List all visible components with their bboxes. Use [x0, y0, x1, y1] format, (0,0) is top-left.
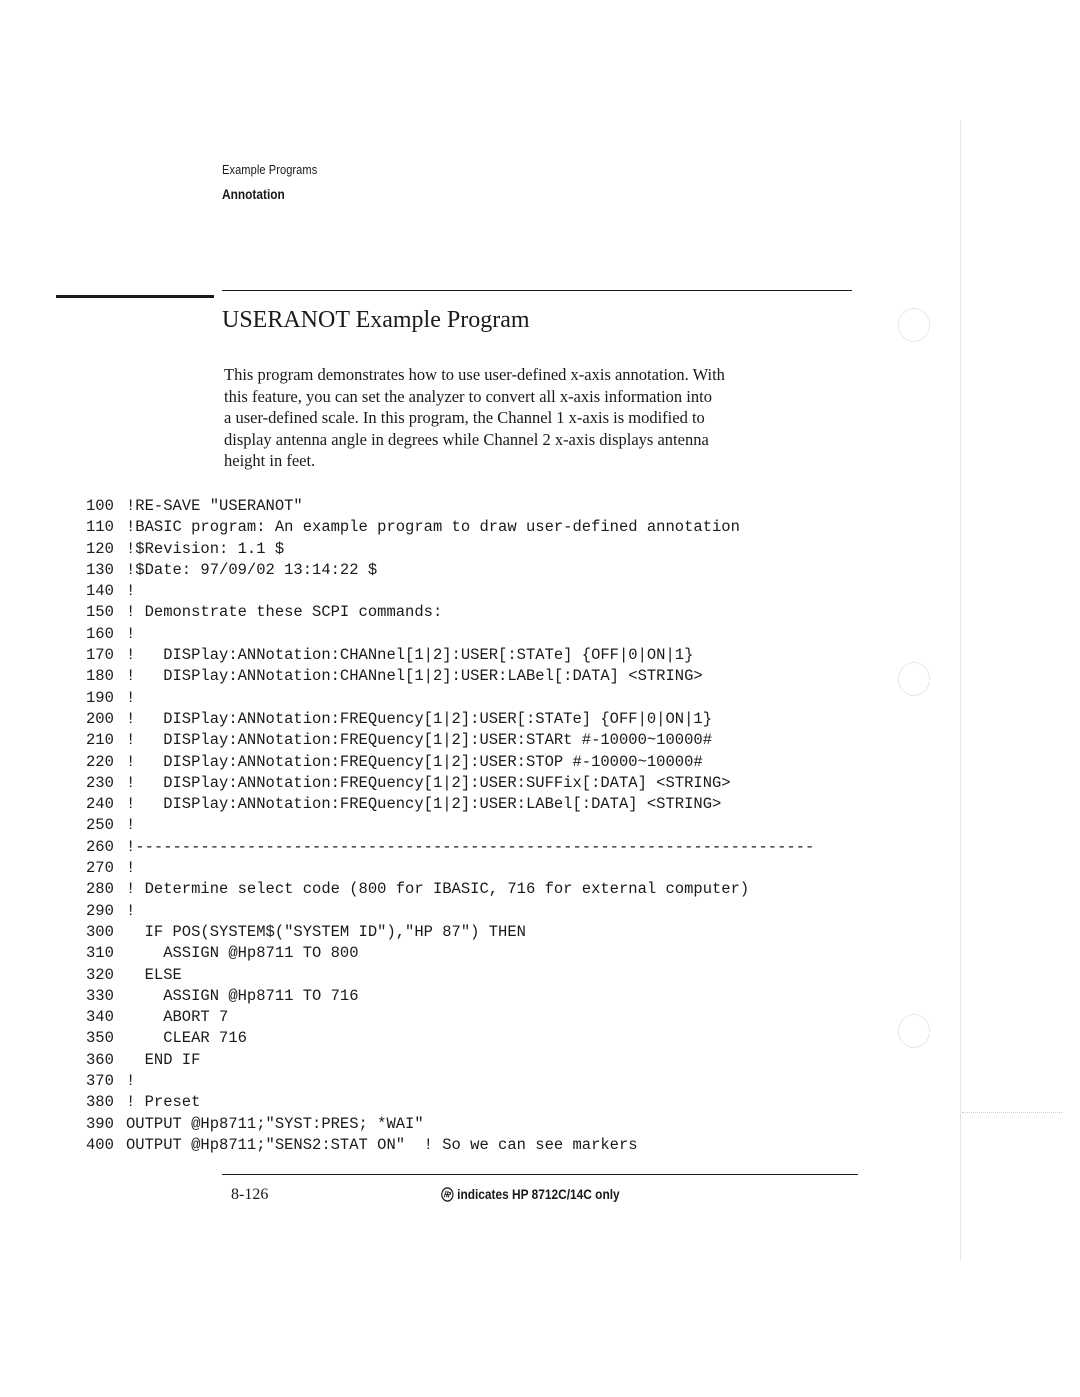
code-line: [86, 858, 814, 879]
line-number: 100: [86, 497, 114, 515]
code-text: !: [126, 688, 136, 707]
code-text: ! Determine select code (800 for IBASIC, 716 for external computer): [126, 880, 750, 899]
line-number: 130: [86, 560, 114, 579]
scan-margin-line: [960, 120, 961, 1260]
code-text: !: [126, 859, 136, 878]
code-line: [86, 986, 814, 1007]
line-number: 230: [86, 773, 114, 792]
code-text: ! DISPlay:ANNotation:FREQuency[1|2]:USER:STARt #-10000~10000#: [126, 731, 712, 750]
code-line: [86, 943, 814, 964]
binder-hole: [898, 1014, 930, 1048]
code-line: [86, 517, 814, 538]
code-text: !: [126, 582, 136, 601]
code-text: OUTPUT @Hp8711;"SYST:PRES; *WAI": [126, 1114, 424, 1133]
code-line: [86, 1007, 814, 1028]
code-text: ! DISPlay:ANNotation:FREQuency[1|2]:USER:LABel[:DATA] <STRING>: [126, 795, 722, 814]
code-listing: [86, 496, 814, 1156]
code-line: [86, 752, 814, 773]
code-line: [86, 837, 814, 858]
code-line: [86, 666, 814, 687]
line-number: 360: [86, 1050, 114, 1069]
code-line: [86, 901, 814, 922]
code-text: !RE-SAVE "USERANOT": [126, 497, 303, 515]
code-text: !BASIC program: An example program to draw user-defined annotation: [126, 518, 740, 537]
page-title: USERANOT Example Program: [222, 307, 530, 333]
code-text: IF POS(SYSTEM$("SYSTEM ID"),"HP 87") THEN: [126, 922, 526, 941]
code-text: ! DISPlay:ANNotation:FREQuency[1|2]:USER:STOP #-10000~10000#: [126, 752, 703, 771]
scan-artifact: [962, 1112, 1062, 1113]
code-line: [86, 1092, 814, 1113]
intro-line: This program demonstrates how to use user-defined x-axis annotation. With: [224, 365, 725, 384]
line-number: 280: [86, 880, 114, 899]
line-number: 390: [86, 1114, 114, 1133]
intro-line: height in feet.: [224, 451, 316, 470]
line-number: 110: [86, 518, 114, 537]
code-line: [86, 539, 814, 560]
line-number: 150: [86, 603, 114, 622]
intro-line: a user-defined scale. In this program, the Channel 1 x-axis is modified to: [224, 408, 705, 427]
code-line: [86, 581, 814, 602]
code-line: [86, 602, 814, 623]
line-number: 300: [86, 922, 114, 941]
code-text: !-------------------------------------------------------------------------: [126, 837, 815, 856]
code-line: [86, 496, 814, 517]
code-text: !$Revision: 1.1 $: [126, 539, 285, 558]
code-line: [86, 773, 814, 794]
code-text: ! DISPlay:ANNotation:CHANnel[1|2]:USER[:STATe] {OFF|0|ON|1}: [126, 646, 694, 665]
footer-note-text: indicates HP 8712C/14C only: [457, 1186, 620, 1202]
page-number: 8-126: [231, 1186, 269, 1203]
section-divider-thin: [222, 290, 852, 291]
code-text: ! DISPlay:ANNotation:FREQuency[1|2]:USER:SUFFix[:DATA] <STRING>: [126, 773, 731, 792]
line-number: 210: [86, 731, 114, 750]
line-number: 190: [86, 688, 114, 707]
code-line: [86, 1028, 814, 1049]
intro-line: this feature, you can set the analyzer to convert all x-axis information into: [224, 386, 712, 406]
code-line: [86, 645, 814, 666]
code-line: [86, 922, 814, 943]
binder-hole: [898, 308, 930, 342]
running-header-section: Example Programs: [222, 162, 318, 177]
code-text: !$Date: 97/09/02 13:14:22 $: [126, 560, 378, 579]
code-text: !: [126, 624, 136, 643]
line-number: 140: [86, 582, 114, 601]
code-text: ELSE: [126, 965, 182, 984]
code-text: !: [126, 816, 136, 835]
section-divider-thick: [56, 295, 214, 298]
line-number: 400: [86, 1135, 114, 1154]
line-number: 270: [86, 859, 114, 878]
code-text: END IF: [126, 1050, 201, 1069]
code-text: ASSIGN @Hp8711 TO 716: [126, 986, 359, 1005]
line-number: 260: [86, 837, 114, 856]
code-line: [86, 624, 814, 645]
line-number: 370: [86, 1072, 114, 1091]
code-line: [86, 1050, 814, 1071]
line-number: 160: [86, 624, 114, 643]
code-line: [86, 730, 814, 751]
running-header-subsection: Annotation: [222, 186, 285, 202]
line-number: 350: [86, 1029, 114, 1048]
code-line: [86, 1135, 814, 1156]
line-number: 330: [86, 986, 114, 1005]
line-number: 170: [86, 646, 114, 665]
line-number: 310: [86, 944, 114, 963]
code-text: ! Preset: [126, 1093, 201, 1112]
code-text: OUTPUT @Hp8711;"SENS2:STAT ON" ! So we can see markers: [126, 1135, 638, 1154]
code-text: ! DISPlay:ANNotation:FREQuency[1|2]:USER[:STATe] {OFF|0|ON|1}: [126, 709, 712, 728]
intro-paragraph: [224, 364, 854, 472]
code-line: [86, 709, 814, 730]
binder-hole: [898, 662, 930, 696]
code-line: [86, 879, 814, 900]
code-text: !: [126, 1072, 136, 1091]
code-line: [86, 794, 814, 815]
line-number: 320: [86, 965, 114, 984]
line-number: 180: [86, 667, 114, 686]
code-line: [86, 965, 814, 986]
code-line: [86, 560, 814, 581]
hp-logo-icon: [441, 1187, 454, 1205]
code-text: ABORT 7: [126, 1008, 229, 1027]
intro-line: display antenna angle in degrees while Channel 2 x-axis displays antenna: [224, 429, 709, 449]
line-number: 240: [86, 795, 114, 814]
line-number: 200: [86, 709, 114, 728]
code-text: ! DISPlay:ANNotation:CHANnel[1|2]:USER:LABel[:DATA] <STRING>: [126, 667, 703, 686]
line-number: 220: [86, 752, 114, 771]
line-number: 120: [86, 539, 114, 558]
footer-divider: [222, 1174, 858, 1175]
code-text: ! Demonstrate these SCPI commands:: [126, 603, 443, 622]
line-number: 380: [86, 1093, 114, 1112]
code-text: ASSIGN @Hp8711 TO 800: [126, 944, 359, 963]
code-text: CLEAR 716: [126, 1029, 247, 1048]
line-number: 290: [86, 901, 114, 920]
line-number: 340: [86, 1008, 114, 1027]
code-line: [86, 1071, 814, 1092]
code-line: [86, 688, 814, 709]
code-line: [86, 815, 814, 836]
code-line: [86, 1114, 814, 1135]
code-text: !: [126, 901, 136, 920]
footer-note: [441, 1186, 620, 1205]
line-number: 250: [86, 816, 114, 835]
